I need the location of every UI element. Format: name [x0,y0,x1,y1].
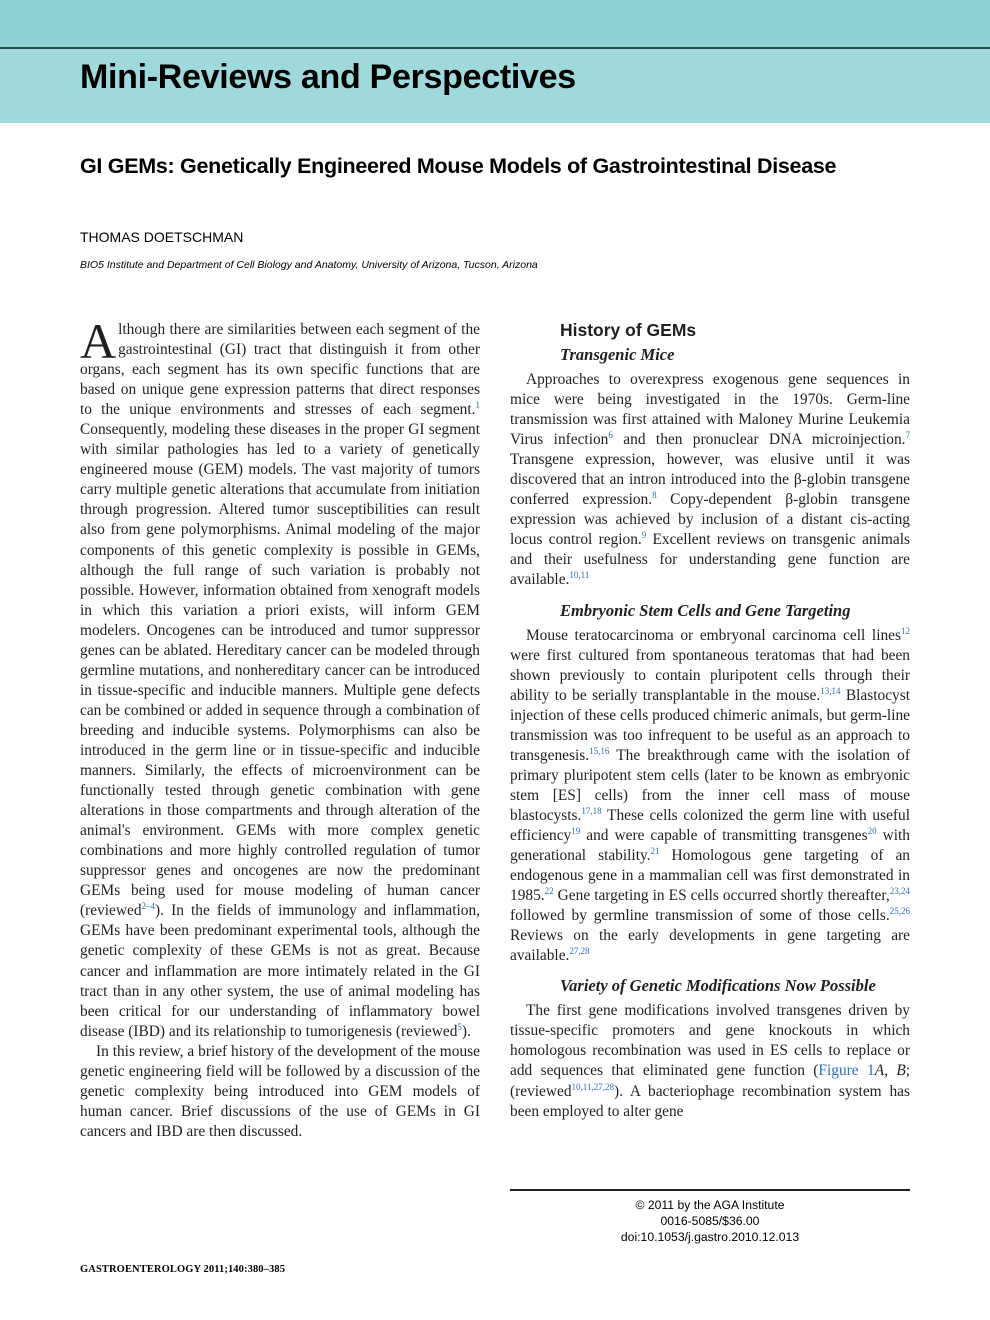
journal-citation: GASTROENTEROLOGY 2011;140:380–385 [80,1264,286,1275]
citation-link[interactable]: 13,14 [820,685,841,696]
text-run: ). In the fields of immunology and inflammation, GEMs have been predominant experimental tools, although the genetic complexity of these GEMs is not as great. Because cancer and inflammation are more intimately related in the GI tract than in any other system, the use of animal modeling has been critical for our understanding of inflammatory bowel disease (IBD) and its relationship to tumorigenesis (reviewed [80,902,480,1040]
text-run: Gene targeting in ES cells occurred shortly thereafter, [553,887,890,905]
drop-cap: A [80,313,117,369]
modifications-paragraph [510,1001,910,1121]
text-run: ; (reviewed [510,1062,911,1100]
review-outline-paragraph: In this review, a brief history of the development of the mouse genetic engineering field will be followed by a discussion of the genetic complexity being introduced into GEM models of human cancer. Brief discussions of the use of GEMs in GI cancers and IBD are then discussed. [80,1042,480,1140]
text-run: and then pronuclear DNA microinjection. [612,431,906,449]
subsection-heading: Transgenic Mice [560,345,675,364]
right-column [510,318,910,1122]
transgenic-paragraph [510,370,910,591]
es-cells-paragraph [510,626,910,967]
text-run: These cells colonized the germ line with useful efficiency [510,806,910,844]
text-run: Reviews on the early developments in gene targeting are available. [510,927,910,965]
figure-panels: A, B [874,1062,906,1080]
author-affiliation: BIO5 Institute and Department of Cell Biology and Anatomy, University of Arizona, Tucson, Arizona [80,259,538,271]
citation-link[interactable]: 9 [641,530,647,541]
citation-link[interactable]: 5 [457,1021,462,1032]
citation-link[interactable]: 12 [901,625,910,636]
citation-link[interactable]: 2–4 [141,901,156,912]
text-run: Copy-dependent β-globin transgene expression was achieved by inclusion of a distant cis-acting locus control region. [510,491,910,549]
citation-link[interactable]: 10,11,27,28 [571,1081,614,1092]
text-run: followed by germline transmission of some of those cells. [510,907,890,925]
intro-paragraph [80,313,480,1042]
text-run: and were capable of transmitting transgenes [580,826,868,844]
text-run: Approaches to overexpress exogenous gene sequences in mice were being investigated in the 1970s. Germ-line transmission was first attained with Maloney Murine Leukemia Virus infection [510,371,910,449]
citation-link[interactable]: 27,28 [569,946,590,957]
text-run: ). A bacteriophage recombination system has been employed to alter gene [510,1082,910,1120]
figure-link[interactable]: Figure 1 [818,1062,875,1080]
text-run: with generational stability. [510,826,910,865]
text-run: lthough there are similarities between each segment of the gastrointestinal (GI) tract that distinguish it from other organs, each segment has its own specific functions that are based on unique gene expression patterns that direct responses to the unique environments and stresses of each segment. [80,321,480,419]
section-title: Mini-Reviews and Perspectives [80,58,576,96]
citation-link[interactable]: 6 [608,430,613,441]
article-title: GI GEMs: Genetically Engineered Mouse Models of Gastrointestinal Disease [80,154,837,178]
section-heading: History of GEMs [560,320,697,340]
citation-link[interactable]: 8 [652,490,657,501]
text-run: Mouse teratocarcinoma or embryonal carcinoma cell lines [526,626,901,644]
citation-link[interactable]: 10,11 [569,570,590,581]
text-run: ). [461,1022,471,1040]
citation-link[interactable]: 17,18 [581,805,602,816]
copyright-box [510,1189,910,1245]
copyright-line: © 2011 by the AGA Institute [635,1198,785,1212]
citation-link[interactable]: 20 [867,825,877,836]
text-run: Blastocyst injection of these cells produced chimeric animals, but germ-line transmission was too infrequent to be useful as an approach to transgenesis. [510,686,910,764]
citation-link[interactable]: 1 [475,400,480,411]
text-run: Homologous gene targeting of an endogenous gene in a mammalian cell was first demonstrated in 1985. [510,847,910,905]
text-run: The first gene modifications involved transgenes driven by tissue-specific promoters and gene knockouts in which homologous recombination was used in ES cells to replace or add sequences that eliminated gene function ( [510,1002,910,1080]
text-run: Consequently, modeling these diseases in the proper GI segment with similar pathologies has led to a variety of genetically engineered mouse (GEM) models. The vast majority of tumors carry multiple genetic alterations that accumulate from initiation through progression. Altered tumor susceptibilities can result also from gene polymorphisms. Animal modeling of the major components of this genetic complexity is possible in GEMs, although the full range of such variation is probably not possible. However, information obtained from xenograft models in which this variation a priori exists, will inform GEM modelers. Oncogenes can be introduced and tumor suppressor genes can be ablated. Hereditary cancer can be modeled through germline mutations, and nonhereditary cancer can be introduced in tissue-specific and inducible manners. Multiple gene defects can be combined or added in sequence through a combination of breeding and inducible systems. Polymorphisms can also be introduced in the germ line or in tissue-specific and inducible manners. Similarly, the effects of microenvironment can be functionally tested through genetic combination with gene alterations in those compartments and through alteration of the animal's environment. GEMs with more complex genetic combinations and more highly controlled regulation of tumor suppressor genes and oncogenes are now the predominant GEMs being used for mouse modeling of human cancer (reviewed [80,421,480,920]
left-column [80,313,480,1142]
citation-link[interactable]: 19 [571,825,581,836]
citation-link[interactable]: 25,26 [889,906,910,917]
text-run: The breakthrough came with the isolation of primary pluripotent stem cells (later to be known as embryonic stem [ES] cells) from the inner cell mass of mouse blastocysts. [510,746,910,824]
subsection-heading: Variety of Genetic Modifications Now Possible [560,976,876,996]
citation-link[interactable]: 22 [544,886,554,896]
subsection-heading: Embryonic Stem Cells and Gene Targeting [560,600,851,620]
text-run: Excellent reviews on transgenic animals and their usefulness for understanding gene function are available. [510,531,910,589]
citation-link[interactable]: 21 [650,845,660,856]
issn-line: 0016-5085/$36.00 [660,1214,760,1228]
author-name: THOMAS DOETSCHMAN [80,229,244,245]
text-run: Transgene expression, however, was elusive until it was discovered that an intron introduced into the β-globin transgene conferred expression. [510,451,910,509]
header-band-top [0,0,990,47]
citation-link[interactable]: 7 [905,430,911,441]
doi-line: doi:10.1053/j.gastro.2010.12.013 [620,1230,800,1244]
citation-link[interactable]: 15,16 [589,745,610,756]
citation-link[interactable]: 23,24 [889,886,910,896]
text-run: were first cultured from spontaneous teratomas that had been shown previously to contain pluripotent cells through their ability to be serially transplantable in the mouse. [510,646,910,704]
